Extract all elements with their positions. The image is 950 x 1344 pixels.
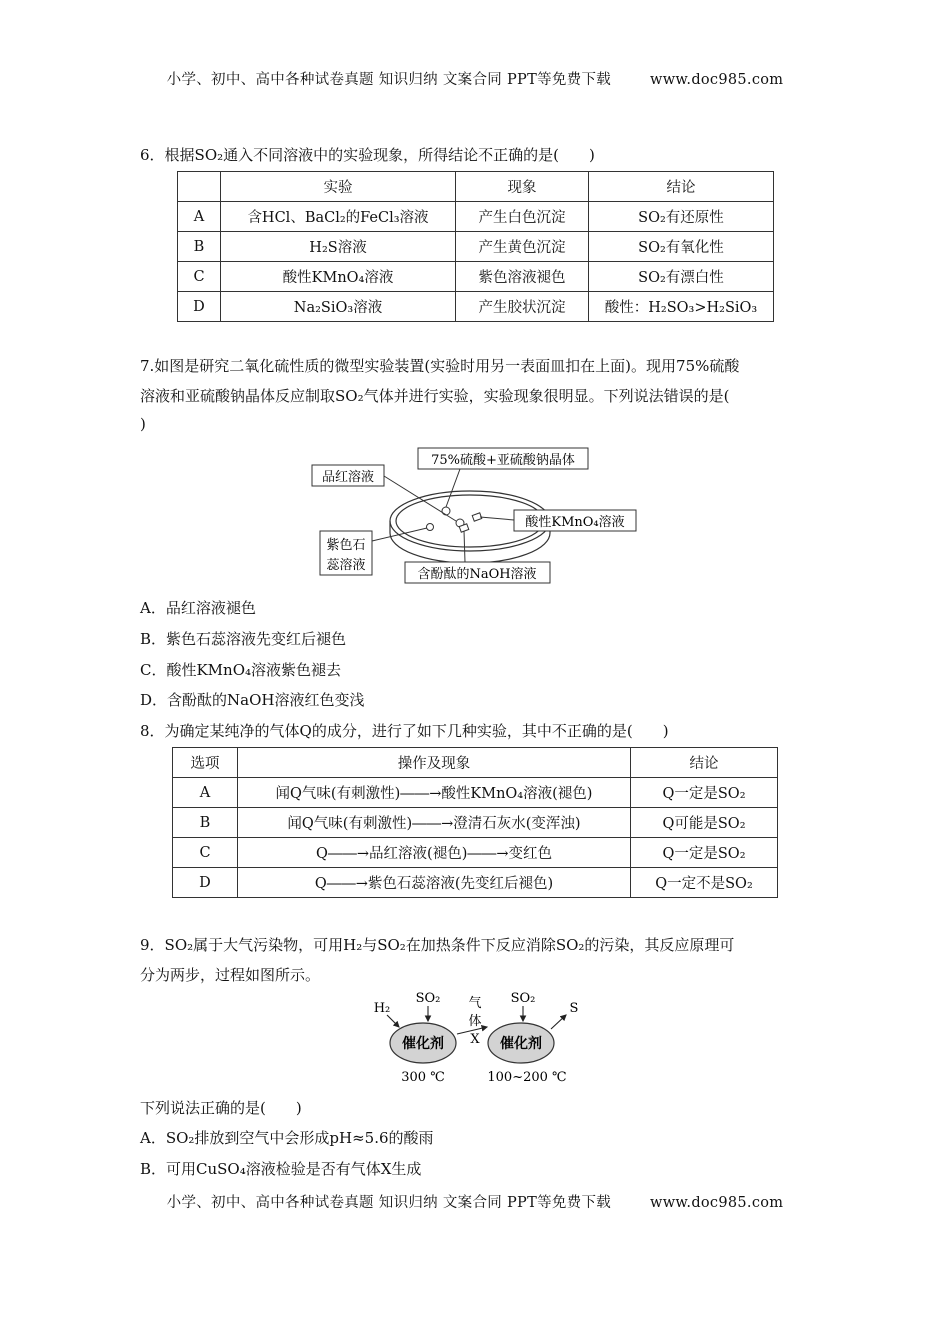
table-cell: B: [178, 232, 221, 262]
q7-stem-line1: 7.如图是研究二氧化硫性质的微型实验装置(实验时用另一表面皿扣在上面)。现用75%硫酸: [140, 357, 740, 375]
label-left: 品红溶液: [321, 470, 375, 485]
table-cell: SO₂有还原性: [589, 202, 774, 232]
table-cell: 产生胶状沉淀: [456, 292, 589, 322]
h2-label: H₂: [373, 1001, 391, 1016]
q9-process-figure: [365, 985, 595, 1090]
table-cell: SO₂有氧化性: [589, 232, 774, 262]
table-header: 选项: [173, 748, 238, 778]
label-right: 酸性KMnO₄溶液: [525, 515, 625, 530]
table-cell: Q一定是SO₂: [631, 838, 778, 868]
page-footer: [0, 1191, 950, 1212]
temp-label-2: 100~200 ℃: [487, 1070, 567, 1085]
q7-option-c[interactable]: C．酸性KMnO₄溶液紫色褪去: [140, 661, 342, 679]
table-row: [178, 172, 774, 202]
table-header: 结论: [631, 748, 778, 778]
temp-label-1: 300 ℃: [401, 1070, 445, 1085]
table-cell: SO₂有漂白性: [589, 262, 774, 292]
table-header: 结论: [589, 172, 774, 202]
table-row: [178, 232, 774, 262]
q7-apparatus-figure: [300, 443, 645, 588]
table-row: [173, 808, 778, 838]
q7-option-a[interactable]: A．品红溶液褪色: [140, 599, 256, 617]
table-cell: 闻Q气味(有刺激性)――→澄清石灰水(变浑浊): [238, 808, 631, 838]
q6-table: [177, 171, 774, 322]
sulfur-label: S: [569, 1001, 579, 1016]
q7-option-d[interactable]: D．含酚酞的NaOH溶液红色变浅: [140, 691, 365, 709]
table-cell: Na₂SiO₃溶液: [221, 292, 456, 322]
table-header: 实验: [221, 172, 456, 202]
table-cell: A: [178, 202, 221, 232]
table-cell: C: [173, 838, 238, 868]
gas-x-label-2: 体: [468, 1014, 482, 1029]
q8-table: [172, 747, 778, 898]
q7-option-b[interactable]: B．紫色石蕊溶液先变红后褪色: [140, 630, 347, 648]
table-cell: C: [178, 262, 221, 292]
table-cell: Q――→紫色石蕊溶液(先变红后褪色): [238, 868, 631, 898]
table-cell: D: [178, 292, 221, 322]
table-header: 现象: [456, 172, 589, 202]
table-cell: 紫色溶液褪色: [456, 262, 589, 292]
table-row: [173, 778, 778, 808]
q9-option-b[interactable]: B．可用CuSO₄溶液检验是否有气体X生成: [140, 1160, 422, 1178]
page-header: [0, 68, 950, 89]
q9-question: 下列说法正确的是( ): [140, 1099, 302, 1117]
gas-x-label-1: 气: [468, 996, 482, 1011]
label-top: 75%硫酸+亚硫酸钠晶体: [431, 453, 575, 468]
label-litmus-2: 蕊溶液: [326, 558, 366, 573]
table-row: [178, 202, 774, 232]
table-cell: Q一定是SO₂: [631, 778, 778, 808]
table-cell: Q一定不是SO₂: [631, 868, 778, 898]
table-header: 操作及现象: [238, 748, 631, 778]
q7-stem-line2: 溶液和亚硫酸钠晶体反应制取SO₂气体并进行实验，实验现象很明显。下列说法错误的是(: [140, 387, 730, 405]
table-cell: B: [173, 808, 238, 838]
table-cell: D: [173, 868, 238, 898]
table-cell: 产生黄色沉淀: [456, 232, 589, 262]
table-cell: Q――→品红溶液(褪色)――→变红色: [238, 838, 631, 868]
q9-stem-line2: 分为两步，过程如图所示。: [140, 966, 321, 984]
table-cell: A: [173, 778, 238, 808]
table-cell: 酸性：H₂SO₃>H₂SiO₃: [589, 292, 774, 322]
table-cell: 含HCl、BaCl₂的FeCl₃溶液: [221, 202, 456, 232]
label-bottom: 含酚酞的NaOH溶液: [417, 567, 537, 582]
label-litmus-1: 紫色石: [326, 538, 366, 553]
q9-option-a[interactable]: A．SO₂排放到空气中会形成pH≈5.6的酸雨: [140, 1129, 434, 1147]
table-cell: H₂S溶液: [221, 232, 456, 262]
catalyst-label-2: 催化剂: [500, 1036, 542, 1052]
table-row: [178, 262, 774, 292]
catalyst-label-1: 催化剂: [402, 1036, 444, 1052]
footer-url[interactable]: www.doc985.com: [650, 1195, 784, 1211]
q7-stem-line3: ): [140, 415, 146, 433]
table-cell: Q可能是SO₂: [631, 808, 778, 838]
header-text: 小学、初中、高中各种试卷真题 知识归纳 文案合同 PPT等免费下载: [166, 72, 612, 88]
table-row: [178, 292, 774, 322]
q6-stem: 6．根据SO₂通入不同溶液中的实验现象，所得结论不正确的是( ): [140, 146, 595, 164]
table-row: [173, 748, 778, 778]
table-cell: 产生白色沉淀: [456, 202, 589, 232]
table-cell: 酸性KMnO₄溶液: [221, 262, 456, 292]
q8-stem: 8．为确定某纯净的气体Q的成分，进行了如下几种实验，其中不正确的是( ): [140, 722, 669, 740]
table-cell: 闻Q气味(有刺激性)――→酸性KMnO₄溶液(褪色): [238, 778, 631, 808]
footer-text: 小学、初中、高中各种试卷真题 知识归纳 文案合同 PPT等免费下载: [166, 1195, 612, 1211]
table-header: [178, 172, 221, 202]
table-row: [173, 838, 778, 868]
so2-label-1: SO₂: [415, 991, 441, 1006]
gas-x-label-3: X: [470, 1032, 480, 1047]
table-row: [173, 868, 778, 898]
so2-label-2: SO₂: [510, 991, 536, 1006]
header-url[interactable]: www.doc985.com: [650, 72, 784, 88]
q9-stem-line1: 9．SO₂属于大气污染物，可用H₂与SO₂在加热条件下反应消除SO₂的污染，其反应原理可: [140, 936, 735, 954]
